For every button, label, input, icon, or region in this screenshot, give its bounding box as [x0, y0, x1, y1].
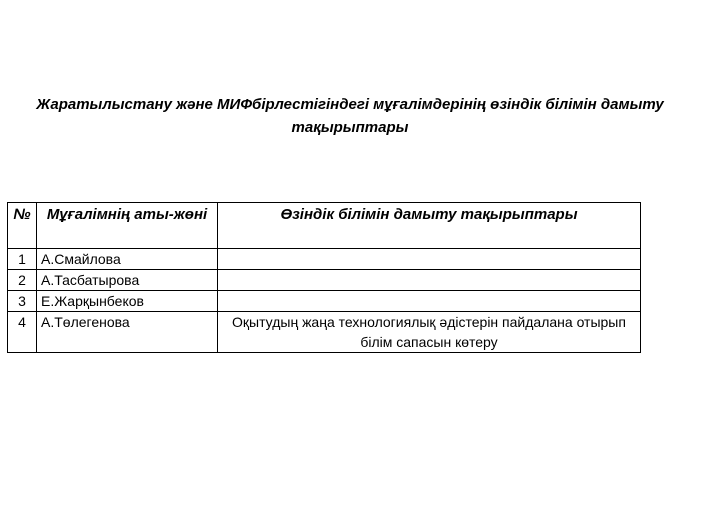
row-number: 1 [8, 249, 37, 270]
row-number: 3 [8, 291, 37, 312]
topic-cell [218, 291, 641, 312]
table-row [8, 291, 641, 312]
header-topic: Өзіндік білімін дамыту тақырыптары [218, 203, 641, 249]
document-title-line-1: Жаратылыстану және МИФбірлестігіндегі мұғалімдерінің өзіндік білімін дамыту [36, 96, 664, 113]
teacher-topics-table [7, 202, 641, 353]
document-title [0, 93, 700, 139]
row-number: 2 [8, 270, 37, 291]
topic-cell [218, 249, 641, 270]
topic-cell: Оқытудың жаңа технологиялық әдістерін пайдалана отырып білім сапасын көтеру [218, 312, 641, 353]
header-teacher-name: Мұғалімнің аты-жөні [37, 203, 218, 249]
teacher-name: А.Тасбатырова [37, 270, 218, 291]
table-row [8, 312, 641, 353]
table-header-row [8, 203, 641, 249]
table-row [8, 249, 641, 270]
row-number: 4 [8, 312, 37, 353]
teacher-name: А.Төлегенова [37, 312, 218, 353]
table-row [8, 270, 641, 291]
teacher-name: А.Смайлова [37, 249, 218, 270]
teacher-name: Е.Жарқынбеков [37, 291, 218, 312]
topic-cell [218, 270, 641, 291]
header-number: № [8, 203, 37, 249]
document-title-line-2: тақырыптары [291, 119, 409, 136]
